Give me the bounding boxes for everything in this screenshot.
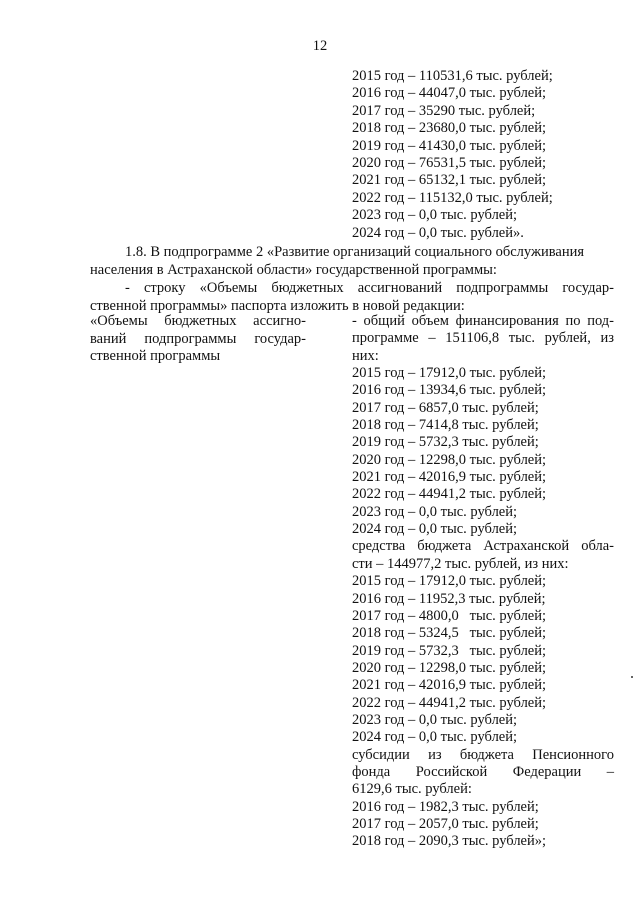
list-item: 2021 год – 65132,1 тыс. рублей; xyxy=(352,172,547,189)
value-line: 2015 год – 17912,0 тыс. рублей; xyxy=(352,573,547,590)
list-item: 2019 год – 41430,0 тыс. рублей; xyxy=(352,137,547,154)
value-line: программе – 151106,8 тыс. рублей, из xyxy=(352,330,614,347)
label-line: ваний подпрограммы государ- xyxy=(90,330,306,347)
section-heading-line: 1.8. В подпрограмме 2 «Развитие организаций социального обслуживания xyxy=(125,244,585,260)
value-line: 2020 год – 12298,0 тыс. рублей; xyxy=(352,451,547,468)
value-line: 2021 год – 42016,9 тыс. рублей; xyxy=(352,677,547,694)
value-line: 2017 год – 2057,0 тыс. рублей; xyxy=(352,815,539,832)
page-number: 12 xyxy=(312,38,328,54)
value-line: - общий объем финансирования по под- xyxy=(352,313,614,329)
list-item: 2022 год – 115132,0 тыс. рублей; xyxy=(352,189,553,206)
section-text-line: населения в Астраханской области» государственной программы: xyxy=(90,262,497,278)
passport-row-label xyxy=(90,313,306,366)
value-line: 2023 год – 0,0 тыс. рублей; xyxy=(352,711,518,728)
value-line: 2016 год – 1982,3 тыс. рублей; xyxy=(352,798,539,815)
section-text-line: ственной программы» паспорта изложить в новой редакции: xyxy=(90,298,465,314)
list-item: 2018 год – 23680,0 тыс. рублей; xyxy=(352,120,547,137)
value-line: 2023 год – 0,0 тыс. рублей; xyxy=(352,503,518,520)
label-line: ственной программы xyxy=(90,348,221,365)
value-line: 2020 год – 12298,0 тыс. рублей; xyxy=(352,659,547,676)
value-line: 2018 год – 7414,8 тыс. рублей; xyxy=(352,417,539,434)
value-line: 2024 год – 0,0 тыс. рублей; xyxy=(352,729,518,746)
value-line: 2015 год – 17912,0 тыс. рублей; xyxy=(352,365,547,382)
list-item: 2015 год – 110531,6 тыс. рублей; xyxy=(352,68,553,84)
scan-speck xyxy=(631,676,633,678)
value-line: них: xyxy=(352,347,379,364)
label-line: «Объемы бюджетных ассигно- xyxy=(90,313,306,329)
list-item: 2016 год – 44047,0 тыс. рублей; xyxy=(352,85,547,102)
list-item: 2020 год – 76531,5 тыс. рублей; xyxy=(352,155,547,172)
value-line: средства бюджета Астраханской обла- xyxy=(352,538,614,555)
section-text-line: - строку «Объемы бюджетных ассигнований подпрограммы государ- xyxy=(125,280,614,296)
list-item: 2024 год – 0,0 тыс. рублей». xyxy=(352,224,524,241)
value-line: 2019 год – 5732,3 тыс. рублей; xyxy=(352,434,539,451)
value-line: 2018 год – 2090,3 тыс. рублей»; xyxy=(352,833,547,850)
value-line: сти – 144977,2 тыс. рублей, из них: xyxy=(352,555,569,572)
value-line: 2016 год – 13934,6 тыс. рублей; xyxy=(352,382,547,399)
value-line: фонда Российской Федерации – xyxy=(352,763,614,780)
value-line: 2016 год – 11952,3 тыс. рублей; xyxy=(352,590,546,607)
value-line: 2017 год – 6857,0 тыс. рублей; xyxy=(352,399,539,416)
value-line: 6129,6 тыс. рублей: xyxy=(352,781,472,798)
value-line: 2021 год – 42016,9 тыс. рублей; xyxy=(352,469,547,486)
value-line: 2019 год – 5732,3 тыс. рублей; xyxy=(352,642,547,659)
value-line: 2024 год – 0,0 тыс. рублей; xyxy=(352,521,518,538)
value-line: 2022 год – 44941,2 тыс. рублей; xyxy=(352,486,547,503)
passport-row-value xyxy=(352,313,614,851)
value-line: 2018 год – 5324,5 тыс. рублей; xyxy=(352,625,547,642)
list-item: 2023 год – 0,0 тыс. рублей; xyxy=(352,207,518,224)
value-line: субсидии из бюджета Пенсионного xyxy=(352,746,614,763)
list-item: 2017 год – 35290 тыс. рублей; xyxy=(352,102,536,119)
value-line: 2022 год – 44941,2 тыс. рублей; xyxy=(352,694,547,711)
top-funding-list xyxy=(352,68,614,242)
value-line: 2017 год – 4800,0 тыс. рублей; xyxy=(352,607,547,624)
